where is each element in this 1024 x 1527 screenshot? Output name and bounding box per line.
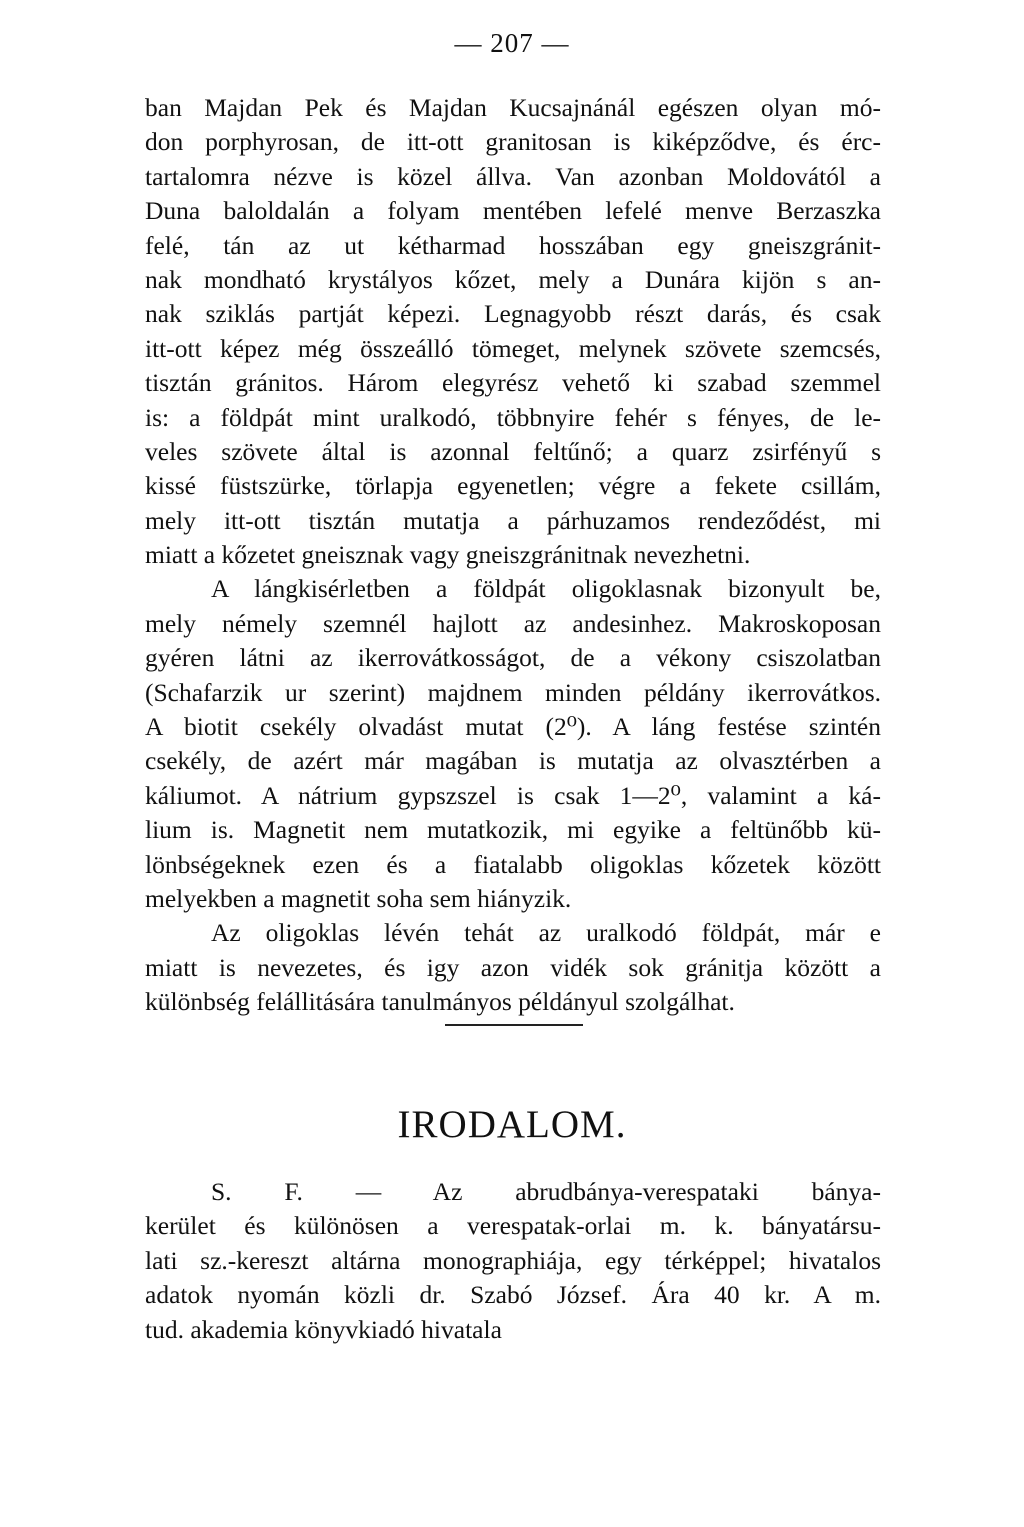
text-line: kerület és különösen a verespatak-orlai m. k. bányatársu- — [145, 1211, 881, 1241]
body-text — [145, 91, 881, 1020]
text-line: különbség felállitására tanulmányos példányul szolgálhat. — [145, 987, 735, 1017]
text-line: mely némely szemnél hajlott az andesinhez. Makroskoposan — [145, 608, 881, 638]
text-line: itt-ott képez még összeálló tömeget, melynek szövete szemcsés, — [145, 333, 881, 363]
text-line: don porphyrosan, de itt-ott granitosan is kiképződve, és érc- — [145, 127, 881, 157]
text-line: lönbségeknek ezen és a fiatalabb oligoklas kőzetek között — [145, 849, 881, 879]
page-number: — 207 — — [454, 28, 570, 58]
text-line: miatt a kőzetet gneisznak vagy gneiszgránitnak nevezhetni. — [145, 540, 751, 570]
text-line: mely itt-ott tisztán mutatja a párhuzamos rendeződést, mi — [145, 505, 881, 535]
text-line: lium is. Magnetit nem mutatkozik, mi egyike a feltünőbb kü- — [145, 815, 881, 845]
text-line: S. F. — Az abrudbánya-verespataki bánya- — [211, 1177, 881, 1206]
text-line: veles szövete által is azonnal feltűnő; a quarz zsirfényű s — [145, 436, 881, 466]
text-line: ban Majdan Pek és Majdan Kucsajnánál egészen olyan mó- — [145, 93, 881, 122]
text-line: adatok nyomán közli dr. Szabó József. Ára 40 kr. A m. — [145, 1280, 881, 1310]
literature-entry — [145, 1175, 881, 1347]
text-line: lati sz.-kereszt altárna monographiája, egy térképpel; hivatalos — [145, 1245, 881, 1275]
text-line: A lángkisérletben a földpát oligoklasnak bizonyult be, — [211, 574, 881, 604]
section-divider — [445, 1024, 583, 1026]
text-line: csekély, de azért már magában is mutatja az olvasztérben a — [145, 746, 881, 776]
text-line: kissé füstszürke, törlapja egyenetlen; végre a fekete csillám, — [145, 471, 881, 501]
text-line: nak mondható krystályos kőzet, mely a Dunára kijön s an- — [145, 264, 881, 294]
text-line: (Schafarzik ur szerint) majdnem minden példány ikerrovátkos. — [145, 677, 881, 707]
text-line: tartalomra nézve is közel állva. Van azonban Moldovától a — [145, 161, 881, 191]
text-line: A biotit csekély olvadást mutat (2⁰). A láng festése szintén — [145, 712, 881, 742]
text-line: tisztán gránitos. Három elegyrész vehető ki szabad szemmel — [145, 368, 881, 398]
text-line: is: a földpát mint uralkodó, többnyire fehér s fényes, de le- — [145, 402, 881, 432]
text-line: káliumot. A nátrium gypszszel is csak 1—2⁰, valamint a ká- — [145, 780, 881, 810]
text-line: miatt is nevezetes, és igy azon vidék sok gránitja között a — [145, 952, 881, 982]
text-line: tud. akademia könyvkiadó hivatala — [145, 1314, 502, 1344]
text-line: nak sziklás partját képezi. Legnagyobb részt darás, és csak — [145, 299, 881, 329]
text-line: melyekben a magnetit soha sem hiányzik. — [145, 883, 572, 913]
text-line: felé, tán az ut kétharmad hosszában egy gneiszgránit- — [145, 230, 881, 260]
text-line: gyéren látni az ikerrovátkosságot, de a vékony csiszolatban — [145, 643, 881, 673]
text-line: Duna baloldalán a folyam mentében lefelé menve Berzaszka — [145, 196, 881, 226]
text-line: Az oligoklas lévén tehát az uralkodó földpát, már e — [211, 918, 881, 948]
section-heading: IRODALOM. — [397, 1103, 627, 1146]
